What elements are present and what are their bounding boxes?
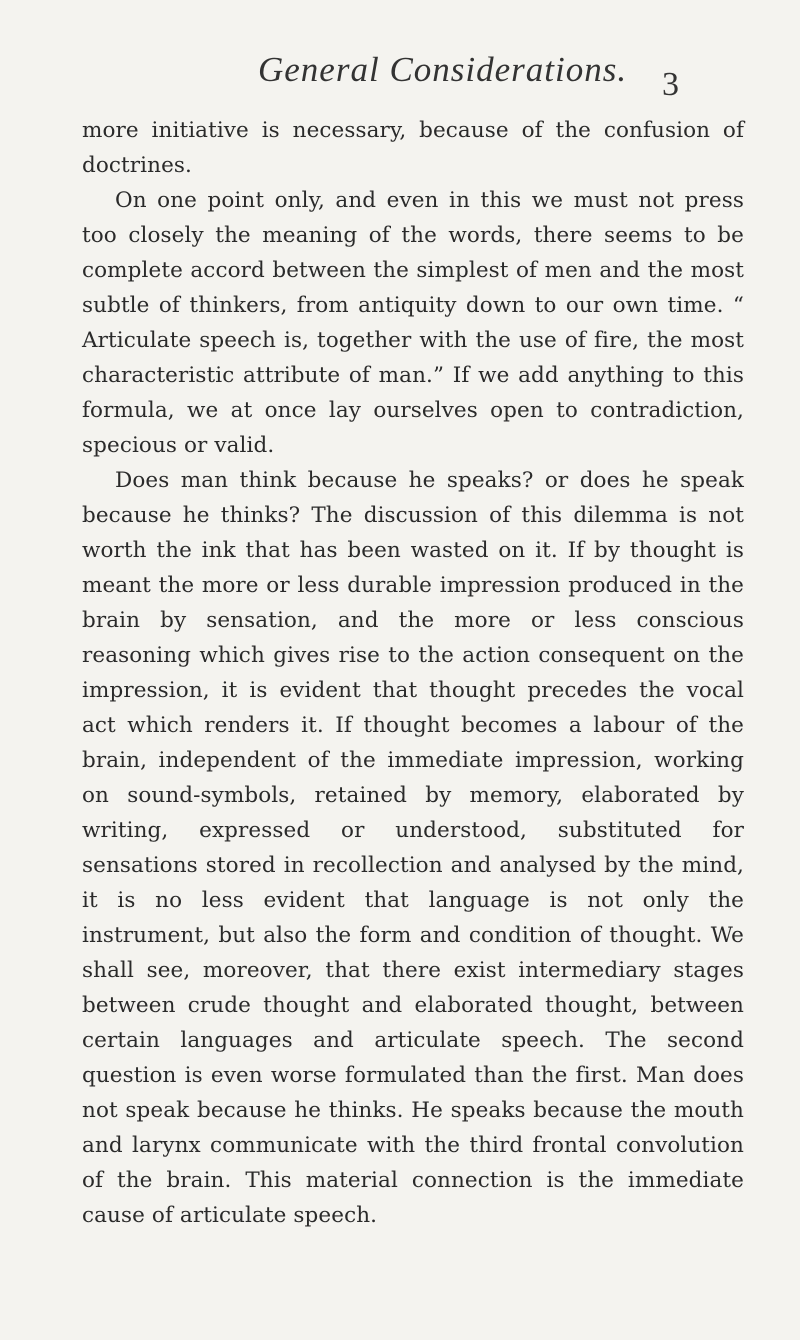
paragraph-articulate-speech: On one point only, and even in this we must not press too closely the meaning of the words, there seems to be complete accord between the simplest of men and the most subtle of thinkers, from antiquity down to our own time. “ Articulate speech is, together with the use of fire, the most characteristic attribute of man.” If we add anything to this formula, we at once lay ourselves open to contradiction, specious or valid. (82, 188, 744, 458)
paragraph-thought-and-speech: Does man think because he speaks? or does he speak because he thinks? The discussion of this dilemma is not worth the ink that has been wasted on it. If by thought is meant the more or less durable impression produced in the brain by sensation, and the more or less conscious reasoning which gives rise to the action consequent on the impression, it is evident that thought precedes the vocal act which renders it. If thought becomes a labour of the brain, independent of the immediate impression, working on sound-symbols, retained by memory, elaborated by writing, expressed or understood, substituted for sensations stored in recollection and analysed by the mind, it is no less evident that language is not only the instrument, but also the form and condition of thought. We shall see, moreover, that there exist intermediary stages between crude thought and elaborated thought, between certain languages and articulate speech. The second question is even worse formulated than the first. Man does not speak because he thinks. He speaks because the mouth and larynx communicate with the third frontal convolution of the brain. This material connection is the immediate cause of articulate speech. (82, 468, 744, 1228)
page-number: 3 (662, 66, 679, 103)
body-text (82, 113, 744, 1233)
running-head (0, 50, 800, 102)
running-title: General Considerations. (258, 50, 628, 89)
paragraph-continued: more initiative is necessary, because of the confusion of doctrines. (82, 118, 744, 178)
